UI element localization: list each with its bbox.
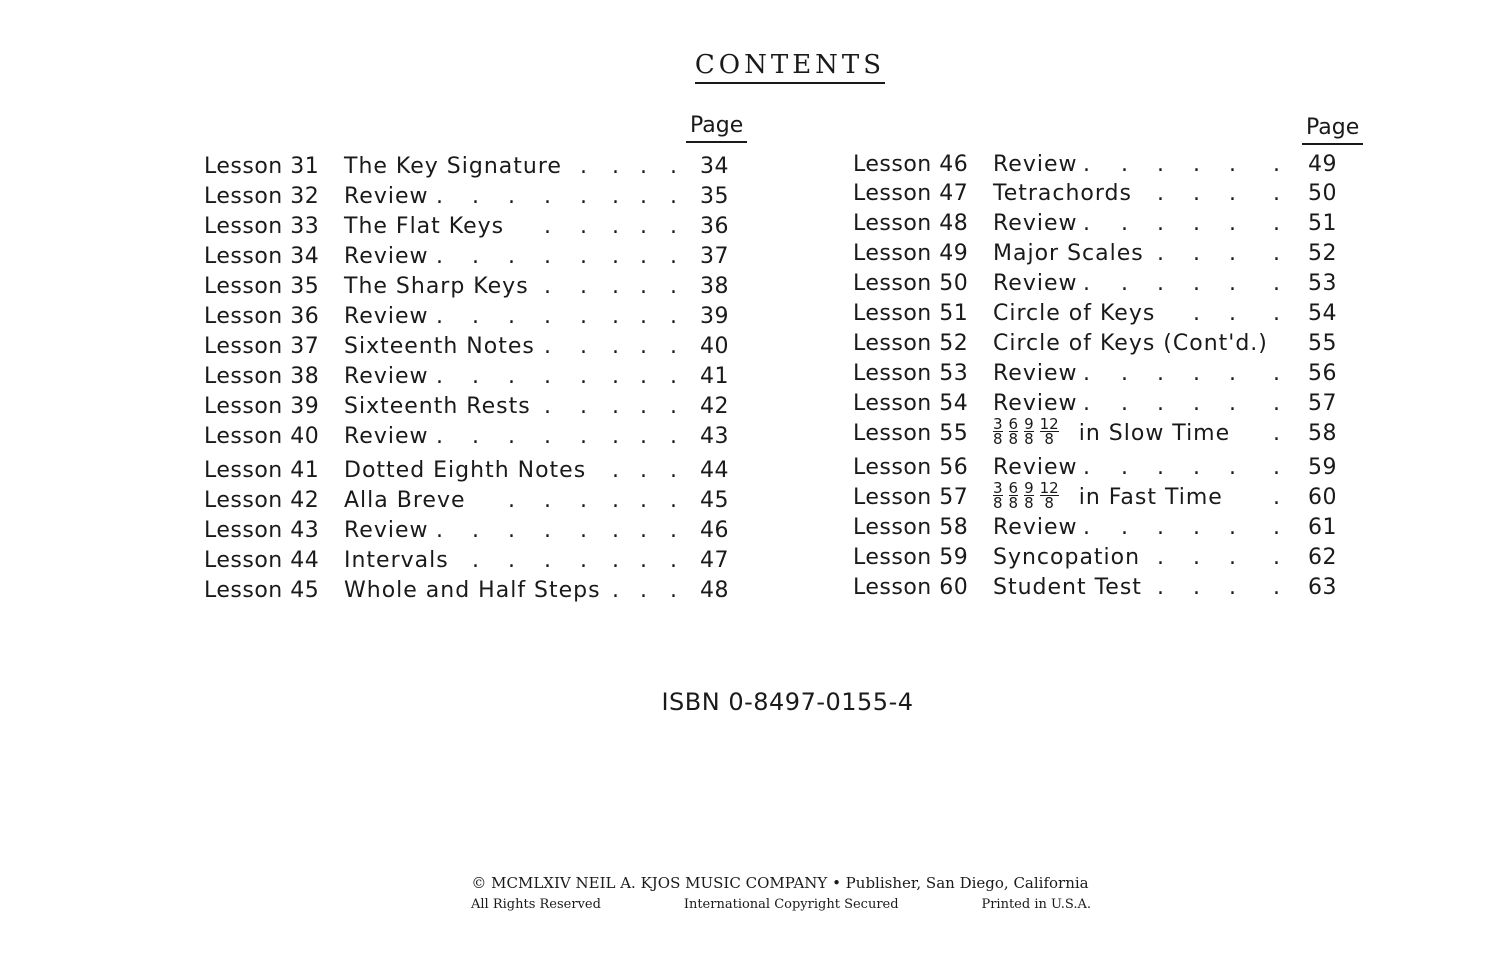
page-number: 52: [1308, 241, 1337, 266]
lesson-number: Lesson 44: [204, 548, 320, 573]
lesson-number: Lesson 60: [853, 575, 969, 600]
page-number: 39: [700, 304, 729, 329]
printed-in: Printed in U.S.A.: [981, 897, 1091, 912]
toc-row: Lesson 41 Dotted Eighth Notes . . . 44: [204, 458, 729, 483]
lesson-topic: Review: [344, 184, 429, 209]
lesson-number: Lesson 36: [204, 304, 320, 329]
page-number: 55: [1308, 331, 1337, 356]
lesson-number: Lesson 41: [204, 458, 320, 483]
lesson-number: Lesson 46: [853, 152, 969, 177]
lesson-topic: Sixteenth Rests: [344, 394, 531, 419]
rights-line: [471, 897, 1091, 912]
lesson-number: Lesson 56: [853, 455, 969, 480]
toc-row: Lesson 32 Review . . . . . . . . 35: [204, 184, 729, 209]
page-number: 51: [1308, 211, 1337, 236]
page-number: 44: [700, 458, 729, 483]
lesson-number: Lesson 33: [204, 214, 320, 239]
lesson-topic: Alla Breve: [344, 488, 466, 513]
contents-title: CONTENTS: [0, 50, 1503, 80]
page-number: 54: [1308, 301, 1337, 326]
lesson-number: Lesson 58: [853, 515, 969, 540]
toc-row: Lesson 42 Alla Breve . . . . . . 45: [204, 488, 729, 513]
toc-row: Lesson 50 Review . . . . . . 53: [853, 271, 1337, 296]
lesson-number: Lesson 53: [853, 361, 969, 386]
page-number: 61: [1308, 515, 1337, 540]
toc-row: Lesson 56 Review . . . . . . 59: [853, 455, 1337, 480]
page-number: 56: [1308, 361, 1337, 386]
lesson-number: Lesson 52: [853, 331, 969, 356]
toc-row: Lesson 36 Review . . . . . . . . 39: [204, 304, 729, 329]
lesson-topic: Whole and Half Steps: [344, 578, 601, 603]
page-number: 48: [700, 578, 729, 603]
page-number: 40: [700, 334, 729, 359]
lesson-topic: Major Scales: [993, 241, 1144, 266]
lesson-topic: Circle of Keys (Cont'd.): [993, 331, 1268, 356]
toc-row: Lesson 43 Review . . . . . . . . 46: [204, 518, 729, 543]
page-number: 50: [1308, 181, 1337, 206]
lesson-number: Lesson 45: [204, 578, 320, 603]
copyright-line: © MCMLXIV NEIL A. KJOS MUSIC COMPANY • Publisher, San Diego, California: [471, 874, 1089, 892]
toc-row: Lesson 51 Circle of Keys . . . 54: [853, 301, 1337, 326]
toc-row: Lesson 59 Syncopation . . . . 62: [853, 545, 1337, 570]
lesson-number: Lesson 42: [204, 488, 320, 513]
page-number: 59: [1308, 455, 1337, 480]
page-number: 58: [1308, 421, 1337, 446]
toc-row: Lesson 40 Review . . . . . . . . 43: [204, 424, 729, 449]
toc-row: Lesson 53 Review . . . . . . 56: [853, 361, 1337, 386]
toc-row: Lesson 34 Review . . . . . . . . 37: [204, 244, 729, 269]
page-number: 46: [700, 518, 729, 543]
lesson-number: Lesson 32: [204, 184, 320, 209]
page-number: 34: [700, 154, 729, 179]
toc-row: Lesson 57 $\frac{3}{8}$ $\frac{6}{8}$ $\frac{9}{8}$ $\frac{12}{8}$ in Fast Time . 60: [853, 478, 1337, 512]
lesson-topic: Sixteenth Notes: [344, 334, 535, 359]
lesson-topic: Review: [993, 455, 1078, 480]
page-number: 49: [1308, 152, 1337, 177]
lesson-number: Lesson 31: [204, 154, 320, 179]
lesson-topic: Review: [344, 364, 429, 389]
lesson-number: Lesson 51: [853, 301, 969, 326]
toc-row: Lesson 46 Review . . . . . . 49: [853, 152, 1337, 177]
lesson-topic: Tetrachords: [993, 181, 1132, 206]
page-number: 35: [700, 184, 729, 209]
lesson-number: Lesson 48: [853, 211, 969, 236]
lesson-topic: $\frac{3}{8}$ $\frac{6}{8}$ $\frac{9}{8}$ $\frac{12}{8}$ in Slow Time: [993, 414, 1231, 448]
lesson-topic: Review: [993, 391, 1078, 416]
lesson-topic: Review: [993, 361, 1078, 386]
toc-row: Lesson 33 The Flat Keys . . . . . 36: [204, 214, 729, 239]
page-number: 45: [700, 488, 729, 513]
page-number: 62: [1308, 545, 1337, 570]
lesson-topic: Circle of Keys: [993, 301, 1156, 326]
lesson-topic: Review: [344, 424, 429, 449]
lesson-topic: Dotted Eighth Notes: [344, 458, 587, 483]
lesson-topic: The Flat Keys: [344, 214, 505, 239]
lesson-number: Lesson 43: [204, 518, 320, 543]
lesson-number: Lesson 40: [204, 424, 320, 449]
lesson-number: Lesson 59: [853, 545, 969, 570]
toc-row: Lesson 54 Review . . . . . . 57: [853, 391, 1337, 416]
lesson-topic: Review: [344, 244, 429, 269]
toc-row: Lesson 39 Sixteenth Rests . . . . . 42: [204, 394, 729, 419]
page-number: 47: [700, 548, 729, 573]
toc-row: [853, 331, 1348, 361]
lesson-topic: Intervals: [344, 548, 449, 573]
toc-row: Lesson 47 Tetrachords . . . . 50: [853, 181, 1337, 206]
toc-row: Lesson 35 The Sharp Keys . . . . . 38: [204, 274, 729, 299]
lesson-number: Lesson 57: [853, 485, 969, 510]
page-number: 60: [1308, 485, 1337, 510]
page-number: 38: [700, 274, 729, 299]
isbn: ISBN 0-8497-0155-4: [661, 688, 914, 716]
toc-row: Lesson 60 Student Test . . . . 63: [853, 575, 1337, 600]
left-page-header: Page: [686, 113, 747, 143]
lesson-number: Lesson 35: [204, 274, 320, 299]
page-number: 53: [1308, 271, 1337, 296]
toc-row: Lesson 48 Review . . . . . . 51: [853, 211, 1337, 236]
lesson-number: Lesson 50: [853, 271, 969, 296]
page-number: 57: [1308, 391, 1337, 416]
international-copyright: International Copyright Secured: [683, 897, 899, 912]
toc-row: Lesson 37 Sixteenth Notes . . . . . 40: [204, 334, 729, 359]
meter-signatures: $\frac{3}{8}$ $\frac{6}{8}$ $\frac{9}{8}$ $\frac{12}{8}$: [993, 414, 1059, 448]
lesson-topic: The Key Signature: [344, 154, 562, 179]
page-number: 42: [700, 394, 729, 419]
toc-row: Lesson 45 Whole and Half Steps . . . 48: [204, 578, 729, 603]
page-number: 63: [1308, 575, 1337, 600]
lesson-number: Lesson 38: [204, 364, 320, 389]
lesson-number: Lesson 37: [204, 334, 320, 359]
page-number: 43: [700, 424, 729, 449]
right-page-header: Page: [1302, 115, 1363, 145]
lesson-topic: Review: [993, 515, 1078, 540]
lesson-topic: Review: [993, 211, 1078, 236]
lesson-number: Lesson 55: [853, 421, 969, 446]
meter-signatures: $\frac{3}{8}$ $\frac{6}{8}$ $\frac{9}{8}$ $\frac{12}{8}$: [993, 478, 1059, 512]
page-number: 36: [700, 214, 729, 239]
lesson-number: Lesson 34: [204, 244, 320, 269]
lesson-topic: Syncopation: [993, 545, 1141, 570]
toc-row: Lesson 55 $\frac{3}{8}$ $\frac{6}{8}$ $\frac{9}{8}$ $\frac{12}{8}$ in Slow Time . 58: [853, 414, 1337, 448]
toc-row: Lesson 58 Review . . . . . . 61: [853, 515, 1337, 540]
lesson-topic: Review: [993, 271, 1078, 296]
toc-row: Lesson 31 The Key Signature . . . . 34: [204, 154, 729, 179]
page-number: 37: [700, 244, 729, 269]
lesson-number: Lesson 54: [853, 391, 969, 416]
page-number: 41: [700, 364, 729, 389]
lesson-number: Lesson 39: [204, 394, 320, 419]
toc-row: Lesson 44 Intervals . . . . . . . 47: [204, 548, 729, 573]
lesson-topic: Review: [344, 304, 429, 329]
toc-row: Lesson 49 Major Scales . . . . 52: [853, 241, 1337, 266]
lesson-number: Lesson 47: [853, 181, 969, 206]
lesson-topic: The Sharp Keys: [344, 274, 529, 299]
lesson-topic: Review: [993, 152, 1078, 177]
all-rights-reserved: All Rights Reserved: [471, 897, 601, 912]
toc-row: Lesson 38 Review . . . . . . . . 41: [204, 364, 729, 389]
lesson-number: Lesson 49: [853, 241, 969, 266]
lesson-topic: $\frac{3}{8}$ $\frac{6}{8}$ $\frac{9}{8}$ $\frac{12}{8}$ in Fast Time: [993, 478, 1223, 512]
lesson-topic: Student Test: [993, 575, 1142, 600]
lesson-topic: Review: [344, 518, 429, 543]
